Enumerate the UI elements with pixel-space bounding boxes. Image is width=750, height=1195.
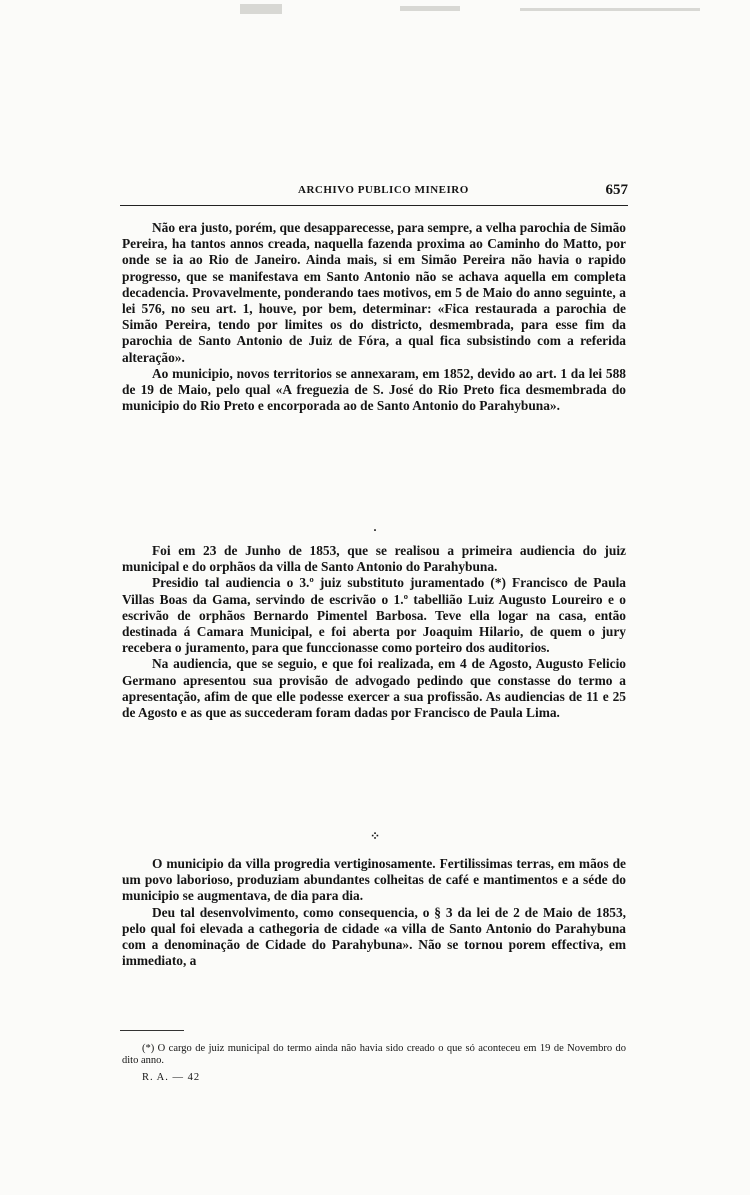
paragraph: Na audiencia, que se seguio, e que foi realizada, em 4 de Agosto, Augusto Felicio Germano apresentou sua provisão de advogado pedindo que constasse do termo a apresentação, afim de que elle podesse exercer a sua profissão. As audiencias de 11 e 25 de Agosto e as que as succederam foram dadas por Francisco de Paula Lima. <box>122 656 626 721</box>
signature-mark: R. A. — 42 <box>142 1072 201 1083</box>
scan-smudge <box>520 8 700 11</box>
running-title: ARCHIVO PUBLICO MINEIRO <box>298 184 469 196</box>
paragraph: Presidio tal audiencia o 3.º juiz substituto juramentado (*) Francisco de Paula Villas Boas da Gama, servindo de escrivão o 1.º tabellião Luiz Augusto Loureiro e o escrivão de orphãos Bernardo Pimentel Barbosa. Teve ella logar na casa, então destinada á Camara Municipal, e foi aberta por Joaquim Hilario, de quem o jury recebera o juramento, para que funccionasse como porteiro dos auditorios. <box>122 575 626 656</box>
page-header <box>120 182 628 202</box>
page-number: 657 <box>605 182 628 198</box>
paragraph: Não era justo, porém, que desapparecesse, para sempre, a velha parochia de Simão Pereira, ha tantos annos creada, naquella fazenda proxima ao Caminho do Matto, por onde se ia ao Rio de Janeiro. Ainda mais, si em Simão Pereira não havia o rapido progresso, que se manifestava em Santo Antonio não se achava aquella em completa decadencia. Provavelmente, ponderando taes motivos, em 5 de Maio do anno seguinte, a lei 576, no seu art. 1, houve, por bem, determinar: «Fica restaurada a parochia de Simão Pereira, tendo por limites os do districto, desmembrada, para esse fim da parochia de Santo Antonio de Juiz de Fóra, a qual fica subsistindo com a referida alteração». <box>122 220 626 365</box>
small-mark: · <box>372 523 377 537</box>
paragraph: Deu tal desenvolvimento, como consequencia, o § 3 da lei de 2 de Maio de 1853, pelo qual foi elevada a cathegoria de cidade «a villa de Santo Antonio do Parahybuna com a denominação de Cidade do Parahybuna». Não se tornou porem effectiva, em immediato, a <box>122 904 626 969</box>
text-block-2 <box>122 543 626 721</box>
text-block-1 <box>122 220 626 414</box>
paragraph: Foi em 23 de Junho de 1853, que se realisou a primeira audiencia do juiz municipal e do orphãos da villa de Santo Antonio do Parahybuna. <box>122 543 626 575</box>
footnote-text: (*) O cargo de juiz municipal do termo ainda não havia sido creado o que só aconteceu em 19 de Novembro do dito anno. <box>122 1043 626 1066</box>
scan-smudge <box>240 4 282 14</box>
footnote-rule <box>120 1030 184 1031</box>
paragraph: Ao municipio, novos territorios se annexaram, em 1852, devido ao art. 1 da lei 588 de 19 de Maio, pelo qual «A freguezia de S. José do Rio Preto fica desmembrada do municipio do Rio Preto e encorporada ao de Santo Antonio do Parahybuna». <box>122 365 626 414</box>
footnote <box>122 1043 626 1067</box>
paragraph: O municipio da villa progredia vertiginosamente. Fertilissimas terras, em mãos de um povo laborioso, produziam abundantes colheitas de café e mantimentos e a séde do municipio se augmentava, de dia para dia. <box>122 856 626 904</box>
text-block-3 <box>122 856 626 969</box>
scan-smudge <box>400 6 460 11</box>
section-separator: ⁘ <box>369 829 381 843</box>
header-rule <box>120 205 628 206</box>
